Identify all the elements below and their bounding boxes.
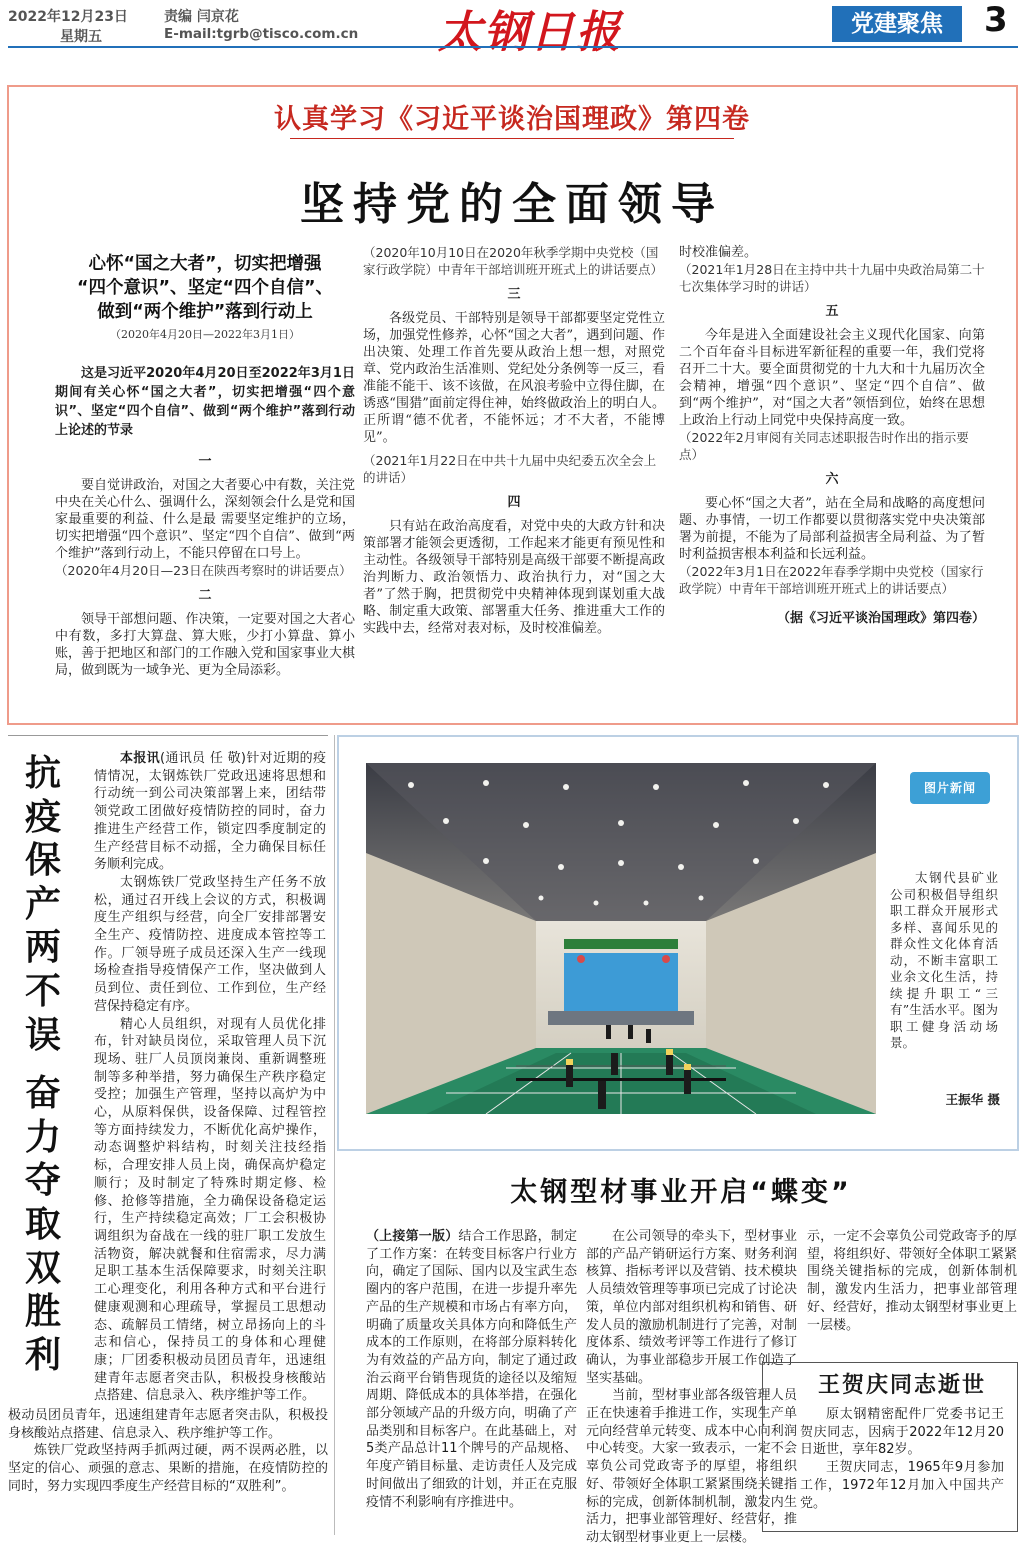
divider-vertical	[334, 735, 335, 1535]
section-note-2: （2020年10月10日在2020年秋季学期中央党校（国家行政学院）中青年干部培训班开班式上的讲话要点）	[363, 245, 664, 277]
epidemic-para-4: 炼铁厂党政坚持两手抓两过硬，两不误两必胜，以坚定的信心、顽强的意志、果断的措施，在疫情防控的同时，努力实现四季度生产经营目标的“双胜利”。	[8, 1443, 328, 1494]
feature-date-range: （2020年4月20日—2022年3月1日）	[110, 328, 300, 341]
section-note-3: （2021年1月22日在中共十九届中央纪委五次全会上的讲话）	[363, 453, 657, 485]
feature-source: （据《习近平谈治国理政》第四卷）	[776, 611, 985, 626]
headline-char: 不	[24, 970, 61, 1012]
feature-kicker: 认真学习《习近平谈治国理政》第四卷	[274, 104, 750, 135]
headline-char: 误	[24, 1014, 61, 1056]
headline-char: 产	[24, 883, 61, 925]
epidemic-headline	[18, 752, 68, 1377]
epidemic-para-3-tail: 极动员团员青年，迅速组建青年志愿者突击队，积极投身核酸站点搭建、信息录入、秩序维护等工作。	[8, 1408, 328, 1441]
section-note-4: （2021年1月28日在主持中共十九届中央政治局第二十七次集体学习时的讲话）	[679, 262, 985, 294]
section-heading-3: 三	[507, 287, 521, 302]
epidemic-para-2: 太钢炼铁厂党政坚持生产任务不放松，通过召开线上会议的方式，积极调度生产组织与经营，向全厂安排部署安全生产、疫情防控、进度成本管控等工作。厂领导班子成员还深入生产一线现场检查指导疫情保产工作，坚决做到人员到位、责任到位、工作到位，生产经营保持稳定有序。	[94, 874, 326, 1014]
divider-epidemic	[8, 735, 328, 736]
obituary-para-1: 原太钢精密配件厂党委书记王贺庆同志，因病于2022年12月20日逝世，享年82岁。	[800, 1407, 1004, 1458]
headline-char: 取	[24, 1203, 61, 1245]
section-heading-5: 五	[825, 304, 839, 319]
section-heading-2: 二	[198, 588, 212, 603]
profile-col-1	[366, 1228, 577, 1528]
epidemic-para-1	[94, 750, 326, 874]
section-note-6: （2022年3月1日在2022年春季学期中央党校（国家行政学院）中青年干部培训班开班式上的讲话要点）	[679, 564, 984, 596]
headline-char: 奋	[24, 1073, 61, 1115]
masthead-email: E-mail:tgrb@tisco.com.cn	[164, 26, 359, 42]
subtitle-line-3: 做到“两个维护”落到行动上	[97, 302, 313, 322]
obituary-inner	[800, 1366, 1004, 1526]
headline-char: 胜	[24, 1291, 61, 1333]
page-number: 3	[984, 0, 1008, 40]
byline: 本报讯	[120, 751, 160, 766]
section-heading-6: 六	[825, 472, 839, 487]
masthead-date: 2022年12月23日	[8, 9, 128, 25]
section-note-5: （2022年2月审阅有关同志述职报告时作出的指示要点）	[679, 430, 969, 462]
section-body-4-continued: 时校准偏差。	[679, 245, 758, 260]
headline-char: 利	[24, 1334, 61, 1376]
obituary-para-2: 王贺庆同志，1965年9月参加工作，1972年12月加入中国共产党。	[800, 1460, 1004, 1511]
epidemic-body	[94, 750, 326, 1405]
feature-title: 坚持党的全面领导	[300, 179, 724, 230]
section-body-3: 各级党员、干部特别是领导干部都要坚定党性立场，加强党性修养，心怀“国之大者”，遇到问题、作出决策、处理工作首先要从政治上想一想，对照党章、党内政治生活准则、党纪处分条例等一反三，看准能不能干、该不该做，在风浪考验中立得住脚，在诱惑“围猎”面前定得住神，始终做政治上的明白人。正所谓“德不优者，不能怀远；才不大者，不能博见”。	[363, 311, 665, 445]
headline-char: 两	[24, 927, 61, 969]
masthead-editor: 责编 闫京花	[164, 9, 239, 25]
headline-char: 保	[24, 840, 61, 882]
headline-char: 夺	[24, 1160, 61, 1202]
profile-para-2: 在公司领导的牵头下，型材事业部的产品产销研运行方案、财务利润核算、指标考评以及营销、技术模块人员绩效管理等事项已完成了讨论决策，单位内部对组织机构和销售、研发人员的激励机制进行了完善，对制度体系、绩效考评等工作进行了修订确认，为事业部稳步开展工作创造了坚实基础。	[586, 1229, 797, 1386]
epidemic-para-3: 精心人员组织，对现有人员优化排布，针对缺员岗位，采取管理人员下沉现场、驻厂人员顶岗兼岗、重新调整班制等多种举措，努力确保生产秩序稳定受控；加强生产管理，坚持以高炉为中心，从原料保供，设备保障、过程管控等方面持续发力，不断优化高炉操作，动态调整炉料结构，时刻关注技经指标，合理安排人员上岗，确保高炉稳定顺行；及时制定了特殊时期定修、检修、抢修等措施，全力确保设备稳定运行，生产持续稳定高效；厂工会积极协调组织为奋战在一线的驻厂职工发放生活物资，解决就餐和住宿需求，尽力满足职工基本生活保障要求，时刻关注职工心理变化，利用各种方式和平台进行健康观测和心理疏导，掌握员工思想动态、疏解员工情绪，树立昂扬向上的斗志和信心，保持员工的身体和心理健康；厂团委积极动员团员青年，迅速组建青年志愿者突击队，积极投身核酸站点搭建、信息录入、秩序维护等工作。	[94, 1016, 326, 1404]
section-name: 党建聚焦	[851, 11, 943, 37]
section-note-1: （2020年4月20日—23日在陕西考察时的讲话要点）	[55, 563, 352, 578]
section-body-2: 领导干部想问题、作决策，一定要对国之大者心中有数，多打大算盘、算大账，少打小算盘、算小账，善于把地区和部门的工作融入党和国家事业大棋局，做到既为一域争光、更为全局添彩。	[55, 612, 355, 678]
headline-char: 疫	[24, 796, 61, 838]
masthead-weekday: 星期五	[60, 29, 102, 45]
section-heading-1: 一	[198, 454, 212, 469]
profile-col-1-text: 结合工作思路，制定了工作方案：在转变目标客户行业方向，确定了国际、国内以及宝武生态圈内的客户范围，在进一步提升率先产品的生产规模和市场占有率方向，明确了质量攻关具体方向和降低生产成本的工作原则，在将部分原料转化为有效益的产品方向，制定了通过政治云商平台销售现货的途径以及缩短周期、降低成本的具体举措，在强化部分领域产品的升级方向，明确了产品类别和目标客户。在此基础上，对5类产品总计11个牌号的产品规格、年度产销目标量、走访责任人及完成时间做出了细致的计划，并正在克服疫情不利影响有序推进中。	[366, 1229, 577, 1510]
feature-lead: 这是习近平2020年4月20日至2022年3月1日期间有关心怀“国之大者”，切实把增强“四个意识”、坚定“四个自信”、做到“两个维护”落到行动上论述的节录	[55, 366, 355, 438]
subtitle-line-2: “四个意识”、坚定“四个自信”、	[76, 278, 333, 298]
feature-subtitle	[55, 252, 355, 324]
obituary-title: 王贺庆同志逝世	[817, 1373, 986, 1398]
newspaper-logo: 太钢日报	[438, 7, 622, 58]
feature-col-3	[679, 244, 985, 626]
photo-caption: 太钢代县矿业公司积极倡导组织职工群众开展形式多样、喜闻乐见的群众性文化体育活动，不断丰富职工业余文化生活，持续提升职工“三有”生活水平。图为职工健身活动场景。	[890, 870, 998, 1050]
profile-para-3: 当前，型材事业部各级管理人员正在快速着手推进工作，实现生产单元向经营单元转变、成本中心向利润中心转变。大家一致表示，一定不会辜负公司党政寄予的厚望，将组织好、带领好全体职工紧紧围绕关键指标的完成，创新体制机制，激发内生活力，把事业部管理好、经营好，推动太钢型材事业更上一层楼。	[586, 1388, 797, 1545]
section-body-6: 要心怀“国之大者”，站在全局和战略的高度想问题、办事情，一切工作都要以贯彻落实党中央决策部署为前提，不能为了局部利益损害全局利益、为了暂时利益损害根本利益和长远利益。	[679, 496, 985, 562]
feature-col-2	[363, 244, 665, 654]
subtitle-line-1: 心怀“国之大者”，切实把增强	[88, 254, 322, 274]
section-body-1: 要自觉讲政治，对国之大者要心中有数，关注党中央在关心什么、强调什么，深刻领会什么是党和国家最重要的利益、什么是最 需要坚定维护的立场，切实把增强“四个意识”、坚定“四个自信”、做到“两个维护”落到行动上，不能只停留在口号上。	[55, 478, 355, 561]
headline-char: 抗	[24, 753, 61, 794]
headline-char: 双	[24, 1247, 61, 1289]
profile-para-1	[366, 1228, 577, 1511]
para-text: 针对近期的疫情情况，太钢炼铁厂党政迅速将思想和行动统一到公司决策部署上来，团结带领党政工团做好疫情防控的同时，奋力推进生产经营工作，锁定四季度制定的生产经营目标不动摇，全力确保目标任务顺利完成。	[94, 751, 326, 873]
photo-news-badge	[910, 772, 990, 804]
profile-prefix: （上接第一版）	[366, 1229, 459, 1244]
kicker-rule	[290, 138, 734, 139]
section-body-4: 只有站在政治高度看，对党中央的大政方针和决策部署才能领会更透彻，工作起来才能更有预见性和主动性。各级领导干部特别是高级干部要不断提高政治判断力、政治领悟力、政治执行力，对“国之大者”了然于胸，把贯彻党中央精神体现到谋划重大战略、制定重大政策、部署重大任务、推进重大工作的实践中去，经常对表对标，及时校准偏差。	[363, 519, 665, 636]
photo-credit: 王振华 摄	[945, 1092, 1000, 1107]
gym-scene	[366, 763, 876, 1114]
feature-col-1	[55, 252, 355, 679]
epidemic-body-bottom	[8, 1407, 328, 1537]
byline-note: (通讯员 任 敬)	[159, 751, 247, 766]
gym-photo	[366, 763, 876, 1114]
profile-title: 太钢型材事业开启“蝶变”	[510, 1177, 852, 1208]
headline-gap	[18, 1057, 68, 1072]
headline-char: 力	[24, 1116, 61, 1158]
profile-col-3	[807, 1228, 1017, 1352]
section-body-5: 今年是进入全面建设社会主义现代化国家、向第二个百年奋斗目标进军新征程的重要一年，我们党将召开二十大。要全面贯彻党的十九大和十九届历次全会精神，增强“四个意识”、坚定“四个自信”、做到“两个维护”，对“国之大者”领悟到位，始终在思想上政治上行动上同党中央保持高度一致。	[679, 328, 985, 428]
profile-para-3-continued: 示，一定不会辜负公司党政寄予的厚望，将组织好、带领好全体职工紧紧围绕关键指标的完成，创新体制机制，激发内生活力，把事业部管理好、经营好，推动太钢型材事业更上一层楼。	[807, 1229, 1017, 1333]
section-tag	[832, 6, 962, 42]
photo-news-badge-label: 图片新闻	[923, 781, 976, 795]
section-heading-4: 四	[507, 495, 521, 510]
masthead-rule	[8, 46, 1018, 48]
